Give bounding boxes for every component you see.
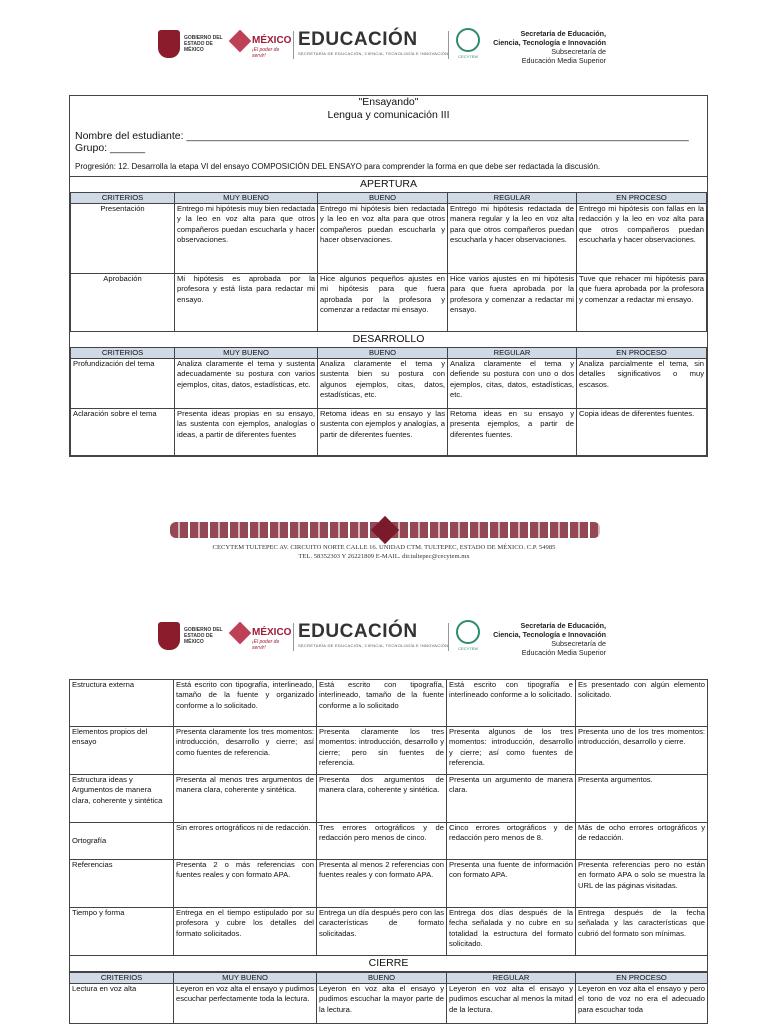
rubric-cell: Hice varios ajustes en mi hipótesis para que fuera aprobada por la profesora y comenzar a redactar mi ensayo. [448, 274, 577, 332]
col-muy-bueno: MUY BUENO [175, 193, 318, 204]
criterio-cell: Aclaración sobre el tema [71, 409, 175, 456]
rubric-cell: Entrega después de la fecha señalada y las características que cubrió del formato son mínimas. [576, 908, 708, 956]
rubric-page1 [69, 95, 708, 457]
col-regular: REGULAR [448, 348, 577, 359]
rubric-cell: Analiza claramente el tema y sustenta bien su postura con algunos ejemplos, citas, datos, estadísticas, etc. [318, 359, 448, 409]
apertura-header-row [71, 193, 707, 204]
rubric-cell: Analiza claramente el tema y sustenta adecuadamente su postura con varios ejemplos, citas, datos, estadísticas, etc. [175, 359, 318, 409]
group-field: Grupo: ______ [75, 142, 146, 154]
mexico-word: MÉXICO [252, 35, 292, 46]
desarrollo-table [70, 347, 707, 456]
sec-line3: Subsecretaría de [551, 639, 606, 648]
rubric-cell: Hice algunos pequeños ajustes en mi hipótesis para que fuera aprobada por la profesora y comenzar a redactar mi ensayo. [318, 274, 448, 332]
rubric-cell: Está escrito con tipografía e interlineado conforme a lo solicitado. [447, 680, 576, 727]
cierre-header-row [70, 973, 708, 984]
sec-line4: Educación Media Superior [521, 648, 606, 657]
page1-footer [0, 518, 768, 568]
table-row [70, 908, 708, 956]
criterio-cell: Elementos propios del ensayo [70, 727, 174, 775]
col-en-proceso: EN PROCESO [577, 348, 707, 359]
rubric-cell: Leyeron en voz alta el ensayo y pudimos escuchar la mayor parte de la lectura. [317, 984, 447, 1024]
criterio-cell: Lectura en voz alta [70, 984, 174, 1024]
page1-header [0, 25, 768, 65]
sec-line4: Educación Media Superior [521, 56, 606, 65]
rubric-cell: Presenta claramente los tres momentos: introducción, desarrollo y cierre; así como fuentes de referencia. [174, 727, 317, 775]
gobierno-logo [158, 27, 226, 61]
rubric-cell: Presenta dos argumentos de manera clara, coherente y sintética. [317, 775, 447, 823]
section-cierre: CIERRE [69, 956, 708, 972]
footer-address: CECYTEM TULTEPEC AV. CIRCUITO NORTE CALLE 16. UNIDAD CTM. TULTEPEC, ESTADO DE MÉXICO. C.P. 54985 [212, 544, 556, 551]
cecytem-label: CECYTEM [458, 54, 478, 59]
cecytem-logo [455, 28, 481, 62]
criterio-cell: Estructura ideas y Argumentos de manera clara, coherente y sintética [70, 775, 174, 823]
cecytem-label: CECYTEM [458, 646, 478, 651]
sec-line3: Subsecretaría de [551, 47, 606, 56]
col-bueno: BUENO [318, 348, 448, 359]
rubric-cell: Leyeron en voz alta el ensayo y pero el tono de voz no era el adecuado para escuchar toda [576, 984, 708, 1024]
rubric-cell: Presenta algunos de los tres momentos: introducción, desarrollo y cierre; así como fuentes de referencia. [447, 727, 576, 775]
rubric-cell: Presenta una fuente de información con formato APA. [447, 860, 576, 908]
col-en-proceso: EN PROCESO [577, 193, 707, 204]
mexico-slogan: ¡El poder de servir! [252, 639, 280, 651]
col-regular: REGULAR [448, 193, 577, 204]
mexico-mark-icon [229, 622, 252, 645]
table-row [71, 204, 707, 274]
rubric-cell: Retoma ideas en su ensayo y presenta ejemplos, a partir de diferentes fuentes. [448, 409, 577, 456]
criterio-cell: Estructura externa [70, 680, 174, 727]
gobierno-text: GOBIERNO DEL ESTADO DE MÉXICO [184, 35, 223, 53]
rubric-cell: Entrego mi hipótesis redactada de manera regular y la leo en voz alta para que otros compañeros puedan escucharla y hacer observaciones. [448, 204, 577, 274]
rubric-cell: Presenta referencias pero no están en formato APA o solo se muestra la URL de las páginas visitadas. [576, 860, 708, 908]
rubric-cell: Leyeron en voz alta el ensayo y pudimos escuchar al menos la mitad de la lectura. [447, 984, 576, 1024]
doc-title-block [70, 96, 707, 122]
ornament-center-icon [371, 516, 399, 544]
rubric-cell: Presenta argumentos. [576, 775, 708, 823]
footer-contact: TEL. 58352303 Y 26221809 E-MAIL. dir.tultepec@cecytem.mx [298, 553, 470, 560]
rubric-cell: Más de ocho errores ortográficos y de redacción. [576, 823, 708, 860]
mexico-logo [232, 621, 292, 651]
sec-line1: Secretaría de Educación, [520, 621, 606, 630]
rubric-cell: Sin errores ortográficos ni de redacción. [174, 823, 317, 860]
rubric-cell: Retoma ideas en su ensayo y las sustenta con ejemplos y analogías, a partir de diferentes fuentes. [318, 409, 448, 456]
table-row [71, 274, 707, 332]
table-row [70, 823, 708, 860]
rubric-cell: Está escrito con tipografía, interlineado, tamaño de la fuente y organizado conforme a lo solicitado. [174, 680, 317, 727]
apertura-table [70, 192, 707, 332]
rubric-cell: Entrega en el tiempo estipulado por su profesora y cubre los detalles del formato solicitados. [174, 908, 317, 956]
criterio-cell: Tiempo y forma [70, 908, 174, 956]
criterio-cell: Ortografía [70, 823, 174, 860]
mexico-mark-icon [229, 30, 252, 53]
cecytem-ring-icon [456, 620, 480, 644]
rubric-cell: Presenta ideas propias en su ensayo, las sustenta con ejemplos, analogías o ideas, a partir de diferentes fuentes [175, 409, 318, 456]
rubric-cell: Copia ideas de diferentes fuentes. [577, 409, 707, 456]
rubric-cell: Presenta 2 o más referencias con fuentes reales y con formato APA. [174, 860, 317, 908]
rubric-cell: Tuve que rehacer mi hipótesis para que fuera aprobada por la profesora y comenzar a redactar mi ensayo. [577, 274, 707, 332]
col-muy-bueno: MUY BUENO [175, 348, 318, 359]
table-row [70, 984, 708, 1024]
rubric-cell: Presenta al menos tres argumentos de manera clara, coherente y sintética. [174, 775, 317, 823]
col-bueno: BUENO [317, 973, 447, 984]
rubric-cell: Entrego mi hipótesis muy bien redactada y la leo en voz alta para que otros compañeros puedan escucharla y hacer observaciones. [175, 204, 318, 274]
col-muy-bueno: MUY BUENO [174, 973, 317, 984]
rubric-cell: Entrega dos días después de la fecha señalada y no cubre en su totalidad la estructura del formato solicitado. [447, 908, 576, 956]
table-row [70, 727, 708, 775]
desarrollo-continued-table [69, 679, 708, 956]
section-apertura: APERTURA [70, 176, 707, 192]
gobierno-text: GOBIERNO DEL ESTADO DE MÉXICO [184, 627, 223, 645]
secretaria-text [493, 29, 606, 65]
rubric-cell: Presenta al menos 2 referencias con fuentes reales y con formato APA. [317, 860, 447, 908]
rubric-cell: Entrego mi hipótesis bien redactada y la leo en voz alta para que otros compañeros puedan escucharla y hacer observaciones. [318, 204, 448, 274]
mexico-logo [232, 29, 292, 59]
col-en-proceso: EN PROCESO [576, 973, 708, 984]
col-regular: REGULAR [447, 973, 576, 984]
sec-line2: Ciencia, Tecnología e Innovación [493, 38, 606, 47]
rubric-cell: Es presentado con algún elemento solicitado. [576, 680, 708, 727]
rubric-cell: Presenta claramente los tres momentos: introducción, desarrollo y cierre; pero sin fuentes de referencia. [317, 727, 447, 775]
secretaria-text [493, 621, 606, 657]
rubric-cell: Está escrito con tipografía, interlineado, tamaño de la fuente conforme a lo solicitado [317, 680, 447, 727]
criterio-cell: Referencias [70, 860, 174, 908]
doc-subtitle: Lengua y comunicación III [327, 109, 450, 121]
progression-text: Progresión: 12. Desarrolla la etapa VI del ensayo COMPOSICIÓN DEL ENSAYO para comprender la forma en que debe ser redactada la discusión. [75, 162, 601, 171]
student-name-field: Nombre del estudiante: ______________________________________________________________________________________ [75, 130, 689, 142]
cierre-table [69, 972, 708, 1024]
rubric-cell: Mi hipótesis es aprobada por la profesora y está lista para redactar mi ensayo. [175, 274, 318, 332]
table-row [70, 775, 708, 823]
sec-line2: Ciencia, Tecnología e Innovación [493, 630, 606, 639]
desarrollo-header-row [71, 348, 707, 359]
section-desarrollo: DESARROLLO [352, 333, 425, 345]
rubric-page2 [69, 679, 708, 1024]
rubric-cell: Cinco errores ortográficos y de redacción pero menos de 8. [447, 823, 576, 860]
table-row [70, 680, 708, 727]
sec-line1: Secretaría de Educación, [520, 29, 606, 38]
criterio-cell: Profundización del tema [71, 359, 175, 409]
table-row [71, 359, 707, 409]
educacion-word: EDUCACIÓN [298, 621, 418, 642]
table-row [71, 409, 707, 456]
rubric-cell: Entrega un día después pero con las características de formato solicitadas. [317, 908, 447, 956]
rubric-cell: Leyeron en voz alta el ensayo y pudimos escuchar perfectamente toda la lectura. [174, 984, 317, 1024]
mexico-word: MÉXICO [252, 627, 292, 638]
col-criterios: CRITERIOS [71, 348, 175, 359]
educacion-subtitle: SECRETARÍA DE EDUCACIÓN, CIENCIA, TECNOLOGÍA E INNOVACIÓN [298, 51, 449, 56]
criterio-cell: Aprobación [71, 274, 175, 332]
educacion-subtitle: SECRETARÍA DE EDUCACIÓN, CIENCIA, TECNOLOGÍA E INNOVACIÓN [298, 643, 449, 648]
doc-title: "Ensayando" [358, 96, 419, 108]
state-seal-icon [158, 622, 180, 650]
col-criterios: CRITERIOS [70, 973, 174, 984]
col-criterios: CRITERIOS [71, 193, 175, 204]
rubric-cell: Tres errores ortográficos y de redacción pero menos de cinco. [317, 823, 447, 860]
educacion-word: EDUCACIÓN [298, 29, 418, 50]
col-bueno: BUENO [318, 193, 448, 204]
rubric-cell: Entrego mi hipótesis con fallas en la redacción y la leo en voz alta para que otros compañeros puedan escucharla y hacer observaciones. [577, 204, 707, 274]
criterio-cell: Presentación [71, 204, 175, 274]
rubric-cell: Analiza parcialmente el tema, sin detalles significativos o muy escasos. [577, 359, 707, 409]
gobierno-logo [158, 619, 226, 653]
page2-header [0, 617, 768, 657]
state-seal-icon [158, 30, 180, 58]
rubric-cell: Analiza claramente el tema y defiende su postura con uno o dos ejemplos, citas, datos, estadísticas, etc. [448, 359, 577, 409]
rubric-cell: Presenta un argumento de manera clara. [447, 775, 576, 823]
rubric-cell: Presenta uno de los tres momentos: introducción, desarrollo y cierre. [576, 727, 708, 775]
cecytem-logo [455, 620, 481, 654]
cecytem-ring-icon [456, 28, 480, 52]
mexico-slogan: ¡El poder de servir! [252, 47, 280, 59]
table-row [70, 860, 708, 908]
